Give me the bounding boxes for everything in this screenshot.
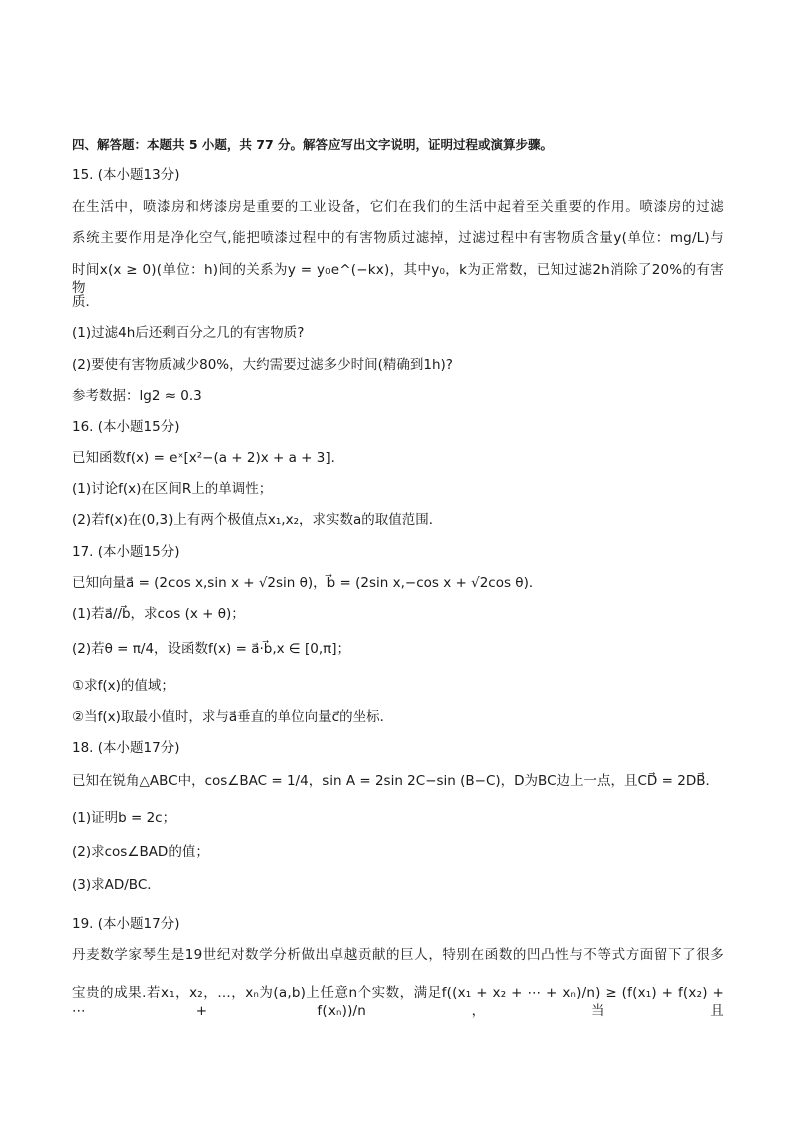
problem-19-line-2: 宝贵的成果.若x₁，x₂，…，xₙ为(a,b)上任意n个实数，满足f((x₁ + x₂ + ⋯ + xₙ)/n) ≥ (f(x₁) + f(x₂) + ⋯ + f(xₙ))/n，当且 — [72, 985, 724, 1019]
problem-18-stem: 已知在锐角△ABC中，cos∠BAC = 1/4，sin A = 2sin 2C−sin (B−C)，D为BC边上一点，且CD⃗ = 2DB⃗． — [72, 773, 719, 789]
problem-17-number: 17. (本小题15分) — [72, 544, 180, 560]
problem-16-stem: 已知函数f(x) = eˣ[x²−(a + 2)x + a + 3]． — [72, 450, 345, 466]
problem-18-part-3: (3)求AD/BC． — [72, 877, 161, 893]
problem-15-part-2: (2)要使有害物质减少80%，大约需要过滤多少时间(精确到1h)? — [72, 357, 453, 373]
problem-17-sub-2: ②当f(x)取最小值时，求与a⃗垂直的单位向量c⃗的坐标． — [72, 709, 394, 725]
problem-17-part-1: (1)若a⃗//b⃗，求cos (x + θ)； — [72, 606, 245, 622]
problem-15-number: 15. (本小题13分) — [72, 167, 180, 183]
problem-18-part-1: (1)证明b = 2c； — [72, 810, 177, 826]
problem-15-line-4: 质． — [72, 294, 99, 310]
problem-17-stem: 已知向量a⃗ = (2cos x,sin x + √2sin θ)，b⃗ = (2sin x,−cos x + √2cos θ)． — [72, 575, 543, 591]
problem-15-line-3: 时间x(x ≥ 0)(单位：h)间的关系为y = y₀e^(−kx)，其中y₀，k为正常数，已知过滤2h消除了20%的有害物 — [72, 262, 724, 296]
problem-16-part-1: (1)讨论f(x)在区间R上的单调性； — [72, 481, 273, 497]
problem-15-part-1: (1)过滤4h后还剩百分之几的有害物质? — [72, 325, 305, 341]
problem-17-sub-1: ①求f(x)的值域； — [72, 678, 175, 694]
problem-17-part-2: (2)若θ = π/4，设函数f(x) = a⃗·b⃗,x ∈ [0,π]； — [72, 641, 351, 657]
problem-16-number: 16. (本小题15分) — [72, 419, 180, 435]
section-header: 四、解答题：本题共 5 小题，共 77 分。解答应写出文字说明，证明过程或演算步骤。 — [72, 137, 554, 152]
problem-15-reference: 参考数据：lg2 ≈ 0.3 — [72, 388, 202, 404]
problem-19-number: 19. (本小题17分) — [72, 916, 180, 932]
problem-18-part-2: (2)求cos∠BAD的值； — [72, 844, 209, 860]
problem-19-line-1: 丹麦数学家琴生是19世纪对数学分析做出卓越贡献的巨人，特别在函数的凹凸性与不等式方面留下了很多 — [72, 947, 724, 963]
problem-18-number: 18. (本小题17分) — [72, 740, 180, 756]
problem-16-part-2: (2)若f(x)在(0,3)上有两个极值点x₁,x₂，求实数a的取值范围． — [72, 512, 443, 528]
problem-15-line-2: 系统主要作用是净化空气,能把喷漆过程中的有害物质过滤掉，过滤过程中有害物质含量y(单位：mg/L)与 — [72, 230, 724, 246]
problem-15-line-1: 在生活中，喷漆房和烤漆房是重要的工业设备，它们在我们的生活中起着至关重要的作用。喷漆房的过滤 — [72, 199, 724, 215]
